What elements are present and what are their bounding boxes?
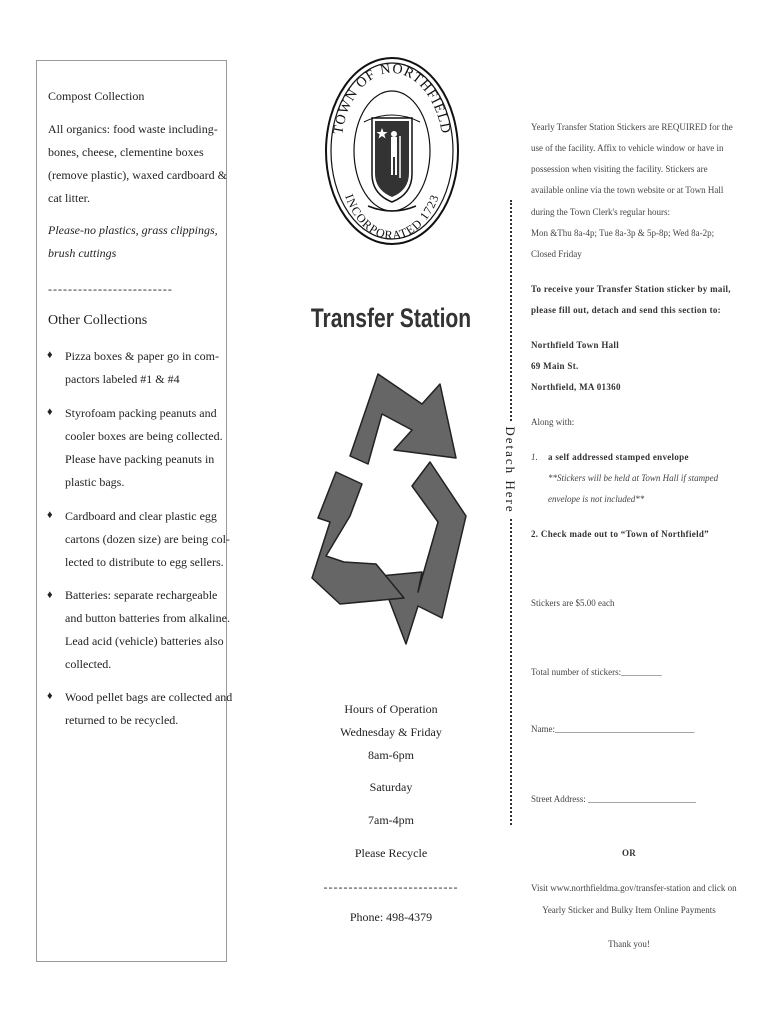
svg-text:INCORPORATED 1723: INCORPORATED 1723 — [342, 192, 442, 243]
please-recycle: Please Recycle — [354, 846, 428, 860]
address-line: 69 Main St. — [531, 361, 579, 371]
hours-title: Hours of Operation — [344, 702, 438, 716]
item-1-note: envelope is not included** — [548, 494, 645, 504]
bullet-line: cartons (dozen size) are being col- — [65, 532, 230, 546]
bullet-line: collected. — [65, 657, 112, 671]
along-with: Along with: — [531, 417, 575, 427]
bullet-line: Wood pellet bags are collected and — [65, 690, 233, 704]
compost-note: Please-no plastics, grass clippings, — [48, 223, 218, 237]
compost-line: bones, cheese, clementine boxes — [48, 145, 204, 159]
compost-line: (remove plastic), waxed cardboard & — [48, 168, 227, 182]
hours-time-2: 7am-4pm — [368, 813, 414, 827]
street-address-field[interactable]: Street Address: ________________________ — [531, 794, 696, 804]
online-payments: Yearly Sticker and Bulky Item Online Payments — [542, 905, 716, 915]
other-collections-title: Other Collections — [48, 313, 148, 328]
name-field[interactable]: Name:_______________________________ — [531, 724, 695, 734]
or-label: OR — [621, 848, 637, 858]
address-line: Northfield Town Hall — [531, 340, 620, 350]
thank-you: Thank you! — [608, 939, 650, 949]
bullet-line: Lead acid (vehicle) batteries also — [65, 634, 224, 648]
bullet-line: Pizza boxes & paper go in com- — [65, 349, 219, 363]
recycle-icon — [310, 366, 474, 646]
bullet-diamond-icon: ♦ — [47, 690, 53, 702]
intro-line: possession when visiting the facility. Stickers are — [531, 164, 708, 174]
compost-line: cat litter. — [48, 191, 90, 205]
middle-separator: --------------------------- — [323, 880, 459, 894]
compost-line: All organics: food waste including- — [48, 122, 218, 136]
intro-line: available online via the town website or at Town Hall — [531, 185, 724, 195]
bullet-line: returned to be recycled. — [65, 713, 179, 727]
bullet-diamond-icon: ♦ — [47, 406, 53, 418]
bullet-line: pactors labeled #1 & #4 — [65, 372, 180, 386]
bullet-line: and button batteries from alkaline. — [65, 611, 230, 625]
left-separator: ------------------------- — [48, 282, 173, 296]
bullet-line: Batteries: separate rechargeable — [65, 588, 218, 602]
compost-note: brush cuttings — [48, 246, 117, 260]
bullet-line: Styrofoam packing peanuts and — [65, 406, 217, 420]
intro-line: Mon &Thu 8a-4p; Tue 8a-3p & 5p-8p; Wed 8a-2p; — [531, 228, 715, 238]
bullet-line: plastic bags. — [65, 475, 125, 489]
intro-line: Yearly Transfer Station Stickers are REQUIRED for the — [531, 122, 733, 132]
sticker-price: Stickers are $5.00 each — [531, 598, 615, 608]
town-seal-image — [324, 56, 460, 246]
visit-website: Visit www.northfieldma.gov/transfer-station and click on — [531, 883, 737, 893]
intro-line: during the Town Clerk's regular hours: — [531, 207, 671, 217]
bullet-diamond-icon: ♦ — [47, 509, 53, 521]
item-2-text: 2. Check made out to “Town of Northfield” — [531, 529, 709, 539]
hours-time-1: 8am-6pm — [368, 748, 414, 762]
intro-line: use of the facility. Affix to vehicle window or have in — [531, 143, 724, 153]
hours-days-2: Saturday — [369, 780, 413, 794]
address-line: Northfield, MA 01360 — [531, 382, 621, 392]
bullet-diamond-icon: ♦ — [47, 589, 53, 601]
bullet-line: cooler boxes are being collected. — [65, 429, 223, 443]
intro-line: Closed Friday — [531, 249, 582, 259]
hours-days-1: Wednesday & Friday — [340, 725, 442, 739]
bullet-line: Please have packing peanuts in — [65, 452, 215, 466]
brochure-title: Transfer Station — [310, 303, 472, 333]
mail-heading: please fill out, detach and send this section to: — [531, 305, 721, 315]
svg-text:TOWN OF NORTHFIELD: TOWN OF NORTHFIELD — [331, 61, 453, 136]
bullet-line: Cardboard and clear plastic egg — [65, 509, 217, 523]
phone-number: Phone: 498-4379 — [349, 910, 433, 924]
item-1-note: **Stickers will be held at Town Hall if stamped — [548, 473, 719, 483]
compost-title: Compost Collection — [48, 89, 145, 103]
detach-label: Detach Here — [502, 422, 518, 517]
total-stickers-field[interactable]: Total number of stickers:_________ — [531, 667, 662, 677]
item-1-text: a self addressed stamped envelope — [548, 452, 689, 462]
bullet-line: lected to distribute to egg sellers. — [65, 555, 224, 569]
bullet-diamond-icon: ♦ — [47, 349, 53, 361]
item-1-number: 1. — [531, 452, 538, 462]
mail-heading: To receive your Transfer Station sticker by mail, — [531, 284, 731, 294]
